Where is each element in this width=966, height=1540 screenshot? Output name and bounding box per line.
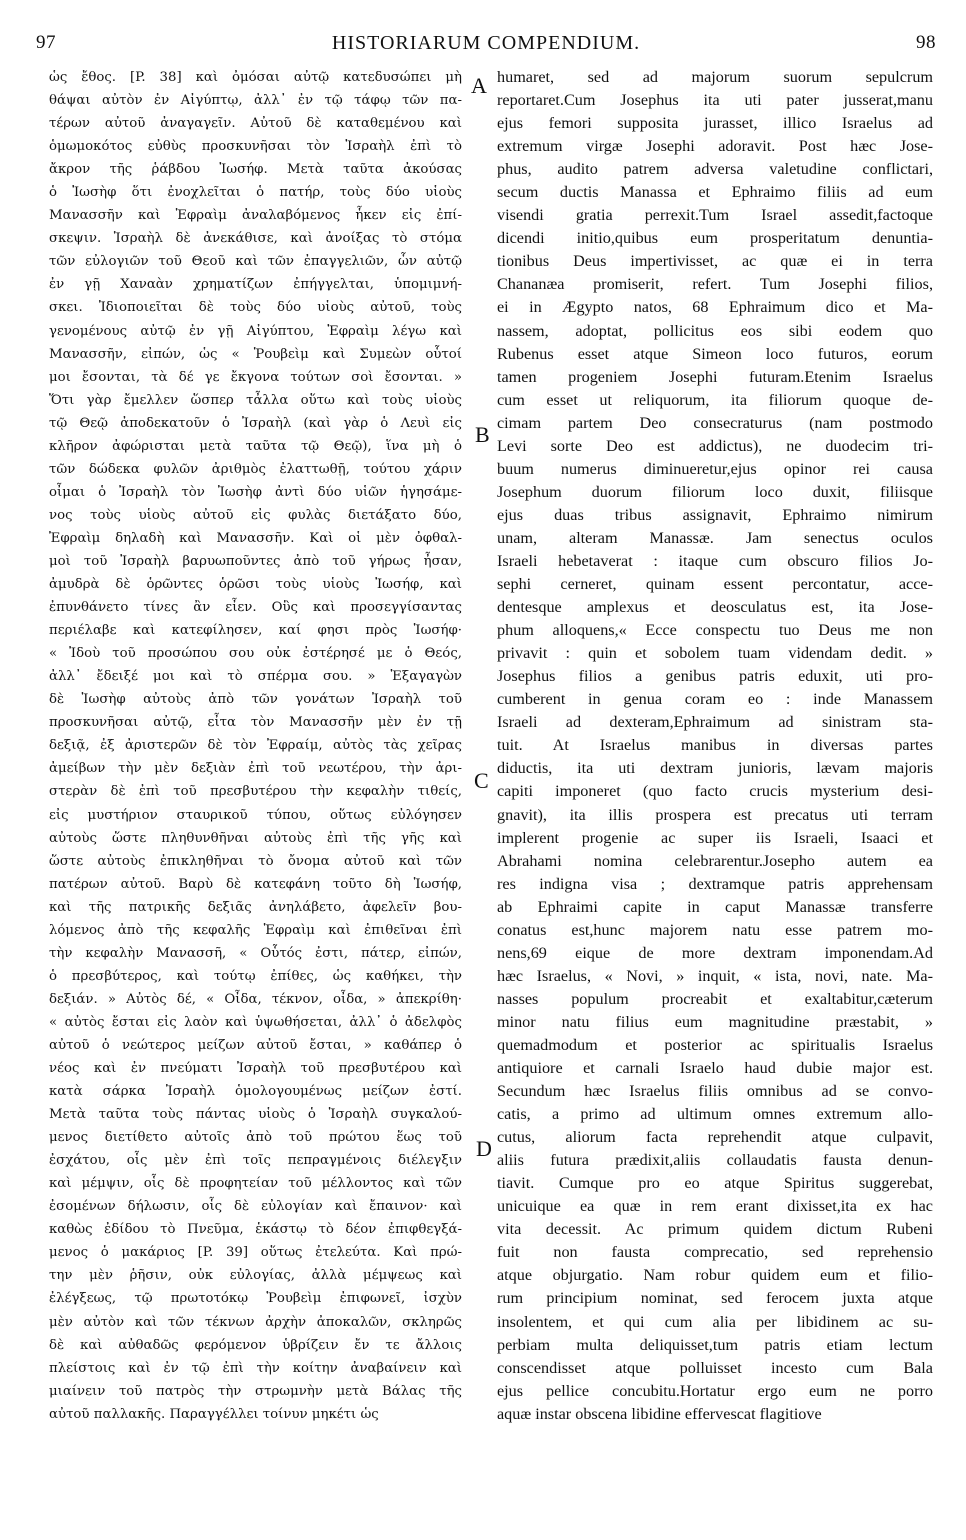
greek-text-line: « αὐτὸς ἔσται εἰς λαὸν καὶ ὑψωθήσεται, ἀλλ᾽ ὁ ἀδελφὸς xyxy=(49,1014,462,1030)
greek-text-line: δεξιᾷ, ἐξ ἀριστερῶν δὲ τὸν Ἐφραίμ, αὐτὸς τὰς χεῖρας xyxy=(49,738,462,754)
greek-text-line: αὐτοῦ παλλακῆς. Παραγγέλλει τοίνυν μηκέτι ὡς xyxy=(49,1406,379,1422)
greek-text-line: κατὰ σάρκα Ἰσραὴλ ὁμολογουμένως μείζων ἐστί. xyxy=(49,1084,462,1100)
greek-text-line: πατέρων αὐτοῦ. Βαρὺ δὲ κατεφάνη τοῦτο δὴ Ἰωσήφ, xyxy=(49,876,462,892)
greek-text-line: στερὰν δὲ ἐπὶ τοῦ πρεσβυτέρου τὴν κεφαλὴν τιθείς, xyxy=(49,784,462,800)
greek-text-line: γενομένους αὐτῷ ἐν γῇ Αἰγύπτου, Ἐφραὶμ λέγω καὶ xyxy=(49,323,462,339)
greek-text-line: ἐν γῇ Χαναὰν χρηματίζων ἐπήγγελται, ὑπομιμνή- xyxy=(49,277,462,293)
latin-text-line: Israeli hebetaverat : itaque cum obscuro filios Jo- xyxy=(497,551,933,570)
page-number-right: 98 xyxy=(916,32,936,53)
latin-text-line: ejus duas tribus assignavit, Ephraimo nimirum xyxy=(497,505,933,524)
greek-text-line: δὲ καὶ αὐθαδῶς φερόμενον ὑβρίζειν ἔν τε ἄλλοις xyxy=(49,1337,462,1353)
latin-text-line: phus, audito patrem adversa valetudine conflictari, xyxy=(497,160,933,179)
latin-text-line: implerent progenie ac super iis Israeli, Isaaci et xyxy=(497,828,933,847)
greek-text-line: μενος ὁ μακάριος [P. 39] οὕτως ἐτελεύτα. Καὶ πρώ- xyxy=(49,1245,462,1261)
latin-text-line: rum principium nominat, sed ferocem juxta atque xyxy=(497,1289,933,1308)
latin-text-line: dentesque amplexus et deosculatus est, ita Jose- xyxy=(497,598,933,617)
greek-text-line: τῶν δώδεκα φυλῶν ἀριθμὸς ἐλαττωθῇ, τούτου χάριν xyxy=(49,461,462,477)
latin-text-line: Josephum duorum filiorum loco duxit, filiisque xyxy=(497,482,933,501)
greek-text-line: προσκυνῆσαι αὐτῷ, εἶτα τὸν Μανασσῆν μὲν ἐν τῇ xyxy=(49,715,462,731)
latin-text-line: nasses populum procreabit et exaltabitur,cæterum xyxy=(497,989,933,1008)
greek-text-line: δὲ Ἰωσὴφ αὐτοὺς ἀπὸ τῶν γονάτων Ἰσραὴλ τοῦ xyxy=(49,692,462,708)
latin-text-line: nassem, adoptat, pollicitus eos sibi eodem quo xyxy=(497,321,933,340)
running-title: HISTORIARUM COMPENDIUM. xyxy=(331,32,641,54)
latin-text-line: cum esset ut reliquorum, ita filiorum quoque de- xyxy=(497,390,933,409)
greek-text-line: ὁ πρεσβύτερος, καὶ τούτῳ ἐπίθες, ὡς καθήκει, τὴν xyxy=(49,968,462,984)
greek-text-line: τὴν κεφαλὴν Μανασσῆ, « Οὗτός ἐστι, πάτερ, εἰπών, xyxy=(49,945,462,961)
greek-text-line: εἰς μυστήριον σταυρικοῦ τύπου, οὕτως εὐλόγησεν xyxy=(49,807,462,823)
greek-text-line: δεξιάν. » Αὐτὸς δέ, « Οἶδα, τέκνον, οἶδα, » ἀπεκρίθη· xyxy=(49,991,462,1007)
greek-text-line: Ἐφραὶμ δηλαδὴ καὶ Μανασσῆν. Καὶ οἱ μὲν ὀφθαλ- xyxy=(49,530,462,546)
greek-text-line: μενος διετίθετο αὐτοῖς ἀπὸ τοῦ πρώτου ἕως τοῦ xyxy=(49,1130,462,1146)
section-marker-b: B xyxy=(475,422,490,447)
latin-text-line: privavit : quin et sobolem tuam videndam dedit. » xyxy=(497,644,933,663)
latin-text-line: ejus femori supposita jurasset, illico Israelus ad xyxy=(497,114,933,133)
greek-text-line: τέρων αὐτοῦ ἀναγαγεῖν. Αὐτοῦ δὲ καταθεμένου καὶ xyxy=(49,116,462,132)
greek-text-line: καθὼς ἐδίδου τὸ Πνεῦμα, ἑκάστῳ τὸ δέον ἐπιφθεγξά- xyxy=(49,1222,462,1238)
greek-text-line: αὐτοῦ ὁ νεώτερος μείζων αὐτοῦ ἔσται, » καθάπερ ὁ xyxy=(49,1037,462,1053)
latin-text-line: catis, a primo ad ultimum omnes extremum allo- xyxy=(497,1105,933,1124)
greek-text-line: ἄκρον τῆς ῥάβδου Ἰωσήφ. Μετὰ ταῦτα ἀκούσας xyxy=(49,162,462,178)
greek-text-line: ἀμυδρὰ δὲ ὁρῶντες ὁρῶσι τοὺς υἱοὺς Ἰωσήφ, καὶ xyxy=(49,577,462,593)
greek-text-line: ἀλλ᾽ ἔδειξέ μοι καὶ τὸ σπέρμα σου. » Ἐξαγαγὼν xyxy=(49,669,462,685)
latin-text-line: tamen progeniem Josephi futuram.Etenim Israelus xyxy=(497,367,933,386)
latin-text-line: antiquiore et carnali Israelo haud dubie major est. xyxy=(497,1059,933,1078)
greek-text-line: ὁ Ἰωσὴφ ὅτι ἐνοχλεῖται ὁ πατήρ, τοὺς δύο υἱοὺς xyxy=(49,185,462,201)
greek-text-line: Ὅτι γὰρ ἔμελλεν ὥσπερ τἆλλα οὕτω καὶ τοὺς υἱοὺς xyxy=(49,392,462,408)
latin-text-line: Josephus filios a genibus patris eduxit, uti pro- xyxy=(497,667,933,686)
latin-text-line: quemadmodum et posterior ac spiritualis Israelus xyxy=(497,1035,933,1054)
latin-text-line: tiavit. Cumque pro eo atque Spiritus suggerebat, xyxy=(497,1174,933,1193)
latin-text-line: cimam partem Deo consecraturus (nam postmodo xyxy=(497,413,933,432)
latin-column xyxy=(497,66,933,1426)
latin-text-line: secum ductis Manassa et Ephraimo filiis ad eum xyxy=(497,183,933,202)
latin-text-line: ei in Ægypto natos, 68 Ephraimum dico et Ma- xyxy=(497,298,933,317)
greek-text-line: ἐσχάτου, οἷς μὲν ἐπὶ τοῖς πεπραγμένοις διέλεγξιν xyxy=(49,1153,462,1169)
latin-text-line: perbiam multa deliquisset,tum patris etiam lectum xyxy=(497,1335,933,1354)
latin-text-line: extremum virgæ Josephi adoravit. Post hæc Jose- xyxy=(497,137,933,156)
latin-text-line: nens,69 eique de more dextram imponendam.Ad xyxy=(497,943,933,962)
latin-text-line: Levi sorte Deo est addictus), ne duodecim tri- xyxy=(497,436,933,455)
latin-text-line: capiti imponeret (quo facto crucis mysterium desi- xyxy=(497,782,933,801)
latin-text-line: ejus pellice concubitu.Hortatur ergo eum ne porro xyxy=(497,1381,933,1400)
greek-text-line: ἐπυνθάνετο τίνες ἂν εἶεν. Οὓς καὶ προσεγγίσαντας xyxy=(49,600,462,616)
latin-text-line: reportaret.Cum Josephus ita uti pater jusserat,manu xyxy=(497,91,933,110)
greek-text-line: « Ἰδοὺ τοῦ προσώπου σου οὐκ ἐστέρησέ με ὁ Θεός, xyxy=(49,646,462,662)
latin-text-line: cumberent in genua coram eo : inde Manassem xyxy=(497,690,933,709)
greek-text-line: τῶν εὐλογιῶν τοῦ Θεοῦ καὶ τῶν ἐπαγγελιῶν, ὧν αὐτῷ xyxy=(49,254,462,270)
greek-text-line: οἶμαι ὁ Ἰσραὴλ τὸν Ἰωσὴφ ἀντὶ δύο υἱῶν ἡγησάμε- xyxy=(49,484,462,500)
latin-text-line: Rubenus esset atque Simeon loco futuros, eorum xyxy=(497,344,933,363)
latin-text-line: tionibus Deus impertivisset, ac quæ ei in terra xyxy=(497,252,933,271)
latin-text-line: ab Ephraimi capite in caput Manassæ transferre xyxy=(497,897,933,916)
latin-text-line: conscendisset atque polluisset incesto cum Bala xyxy=(497,1358,933,1377)
latin-text-line: cutus, aliorum facta reprehendit atque culpavit, xyxy=(497,1128,933,1147)
section-marker-d: D xyxy=(476,1136,492,1161)
latin-text-line: buum numerus diminueretur,ejus opinor rei causa xyxy=(497,459,933,478)
latin-text-line: aquæ instar obscena libidine effervescat flagitiove xyxy=(497,1404,822,1423)
greek-text-line: μὲν αὐτὸν καὶ τῶν τέκνων ἀρχὴν ἀποκαλῶν, σκληρῶς xyxy=(49,1314,462,1330)
latin-text-line: fuit non fausta comprecatio, sed reprehensio xyxy=(497,1243,933,1262)
greek-text-line: μιαίνειν τοῦ πατρὸς τὴν στρωμνὴν μετὰ Βάλας τῆς xyxy=(49,1383,462,1399)
greek-text-line: τῷ Θεῷ ἀποδεκατοῦν ὁ Ἰσραὴλ (καὶ γὰρ ὁ Λευὶ εἰς xyxy=(49,415,462,431)
greek-text-line: λόμενος ἀπὸ τῆς κεφαλῆς Ἐφραὶμ καὶ ἐπιθεῖναι ἐπὶ xyxy=(49,922,462,938)
running-header xyxy=(36,32,936,56)
latin-text-line: Secundum hæc Israelus filiis omnibus ad se convo- xyxy=(497,1082,933,1101)
latin-text-line: tuit. At Israelus manibus in diversas partes xyxy=(497,736,933,755)
greek-text-line: καὶ τῆς πατρικῆς δεξιᾶς ἀνηλάβετο, ἀφελεῖν βου- xyxy=(49,899,462,915)
latin-text-line: aliis futura prædixit,aliis collaudatis fausta denun- xyxy=(497,1151,933,1170)
latin-text-line: unam, alteram Manassæ. Jam senectus oculos xyxy=(497,528,933,547)
greek-text-line: Μετὰ ταῦτα τοὺς πάντας υἱοὺς ὁ Ἰσραὴλ συγκαλού- xyxy=(49,1107,462,1123)
greek-text-line: μοι ἔσονται, τὰ δέ γε ἔκγονα τούτων σοὶ ἔσονται. » xyxy=(49,369,462,385)
greek-text-line: Μανασσῆν, εἰπών, ὡς « Ῥουβεὶμ καὶ Συμεὼν οὗτοί xyxy=(49,346,462,362)
greek-text-line: νος τοὺς υἱοὺς αὐτοῦ εἰς φυλὰς διετάξατο δύο, xyxy=(49,507,462,523)
greek-text-line: σκεψιν. Ἰσραὴλ δὲ ἀνεκάθισε, καὶ ἀνοίξας τὸ στόμα xyxy=(49,231,462,247)
greek-text-line: ὁμωμοκότος εὐθὺς προσκυνῆσαι τὸν Ἰσραὴλ ἐπὶ τὸ xyxy=(49,139,462,155)
latin-text-line: res indigna visa ; dextramque patris apprehensam xyxy=(497,874,933,893)
latin-text-line: conatus est,hunc majorem natu esse patrem mo- xyxy=(497,920,933,939)
greek-text-line: περιέλαβε καὶ κατεφίλησεν, καί φησι πρὸς Ἰωσήφ· xyxy=(49,623,462,639)
latin-text-line: Abrahami nomina celebrarentur.Josepho autem ea xyxy=(497,851,933,870)
latin-text-line: gnavit), ita illis prospera est precatus uti terram xyxy=(497,805,933,824)
latin-text-line: dicendi initio,quibus eum prosperitatum denuntia- xyxy=(497,229,933,248)
greek-column xyxy=(49,66,462,1426)
greek-text-line: σκει. Ἰδιοποιεῖται δὲ τοὺς δύο υἱοὺς αὐτοῦ, τοὺς xyxy=(49,300,462,316)
section-marker-a: A xyxy=(471,73,487,98)
greek-text-line: μοὶ τοῦ Ἰσραὴλ βαρυωποῦντες ἀπὸ τοῦ γήρως ἦσαν, xyxy=(49,553,462,569)
latin-text-line: hæc Israelus, « Novi, » inquit, « ista, novi, nate. Ma- xyxy=(497,966,933,985)
greek-text-line: κλῆρον ἀφώρισται μετὰ ταῦτα τῷ Θεῷ), ἵνα μὴ ὁ xyxy=(49,438,462,454)
latin-text-line: vita decessit. Ac primum quidem dictum Rubeni xyxy=(497,1220,933,1239)
greek-text-line: ἀμείβων τὴν μὲν δεξιὰν ἐπὶ τοῦ νεωτέρου, τὴν ἀρι- xyxy=(49,761,462,777)
greek-text-line: την μὲν ῥῆσιν, οὐκ εὐλογίας, ἀλλὰ μέμψεως καὶ xyxy=(49,1268,462,1284)
latin-text-line: Israeli ad dexteram,Ephraimum ad sinistram sta- xyxy=(497,713,933,732)
greek-text-line: πλείστοις καὶ ἐν τῷ ἐπὶ τὴν κοίτην ἀναβαίνειν καὶ xyxy=(49,1360,462,1376)
greek-text-line: ἐλέγξεως, τῷ πρωτοτόκῳ Ῥουβεὶμ ἐπιφωνεῖ, ἰσχὺν xyxy=(49,1291,462,1307)
latin-text-line: unicuique ea quæ in rem erant dixisset,ita ex hac xyxy=(497,1197,933,1216)
greek-text-line: ὥστε αὐτοὺς ἐπικληθῆναι τὸ ὄνομα αὐτοῦ καὶ τῶν xyxy=(49,853,462,869)
page-number-left: 97 xyxy=(36,32,56,53)
latin-text-line: humaret, sed ad majorum suorum sepulcrum xyxy=(497,68,933,86)
greek-text-line: ὡς ἔθος. [P. 38] καὶ ὀμόσαι αὐτῷ κατεδυσώπει μὴ xyxy=(49,70,462,85)
latin-text-line: diductis, ita uti dextram junioris, lævam majoris xyxy=(497,759,933,778)
greek-text-line: αὐτοὺς ὥστε πληθυνθῆναι αὐτοὺς ἐπὶ τῆς γῆς καὶ xyxy=(49,830,462,846)
latin-text-line: insolentem, et qui cum alia per libidinem ac su- xyxy=(497,1312,933,1331)
greek-text-line: ἐσομένων δήλωσιν, οἷς δὲ εὐλογίαν καὶ ἔπαινον· καὶ xyxy=(49,1199,462,1215)
latin-text-line: sephi cerneret, quinam essent percontatur, acce- xyxy=(497,575,933,594)
latin-text-line: Chananæa promiserit, refert. Tum Josephi filios, xyxy=(497,275,933,294)
greek-text-line: νέος καὶ ἐν πνεύματι Ἰσραὴλ τοῦ πρεσβυτέρου καὶ xyxy=(49,1061,462,1077)
greek-text-line: Μανασσῆν καὶ Ἐφραὶμ ἀναλαβόμενος ἧκεν εἰς ἐπί- xyxy=(49,208,462,224)
latin-text-line: minor natu filius eum magnitudine præstabit, » xyxy=(497,1012,933,1031)
greek-text-line: θάψαι αὐτὸν ἐν Αἰγύπτῳ, ἀλλ᾽ ἐν τῷ τάφῳ τῶν πα- xyxy=(49,93,462,109)
greek-text-line: καὶ μέμψιν, οἷς δὲ προφητείαν τοῦ μέλλοντος καὶ τῶν xyxy=(49,1176,462,1192)
latin-text-line: phum alloquens,« Ecce conspectu tuo Deus me non xyxy=(497,621,933,640)
section-marker-c: C xyxy=(474,768,489,793)
latin-text-line: atque objurgatio. Nam robur quidem eum et filio- xyxy=(497,1266,933,1285)
latin-text-line: visendi gratia perrexit.Tum Israel assedit,factoque xyxy=(497,206,933,225)
